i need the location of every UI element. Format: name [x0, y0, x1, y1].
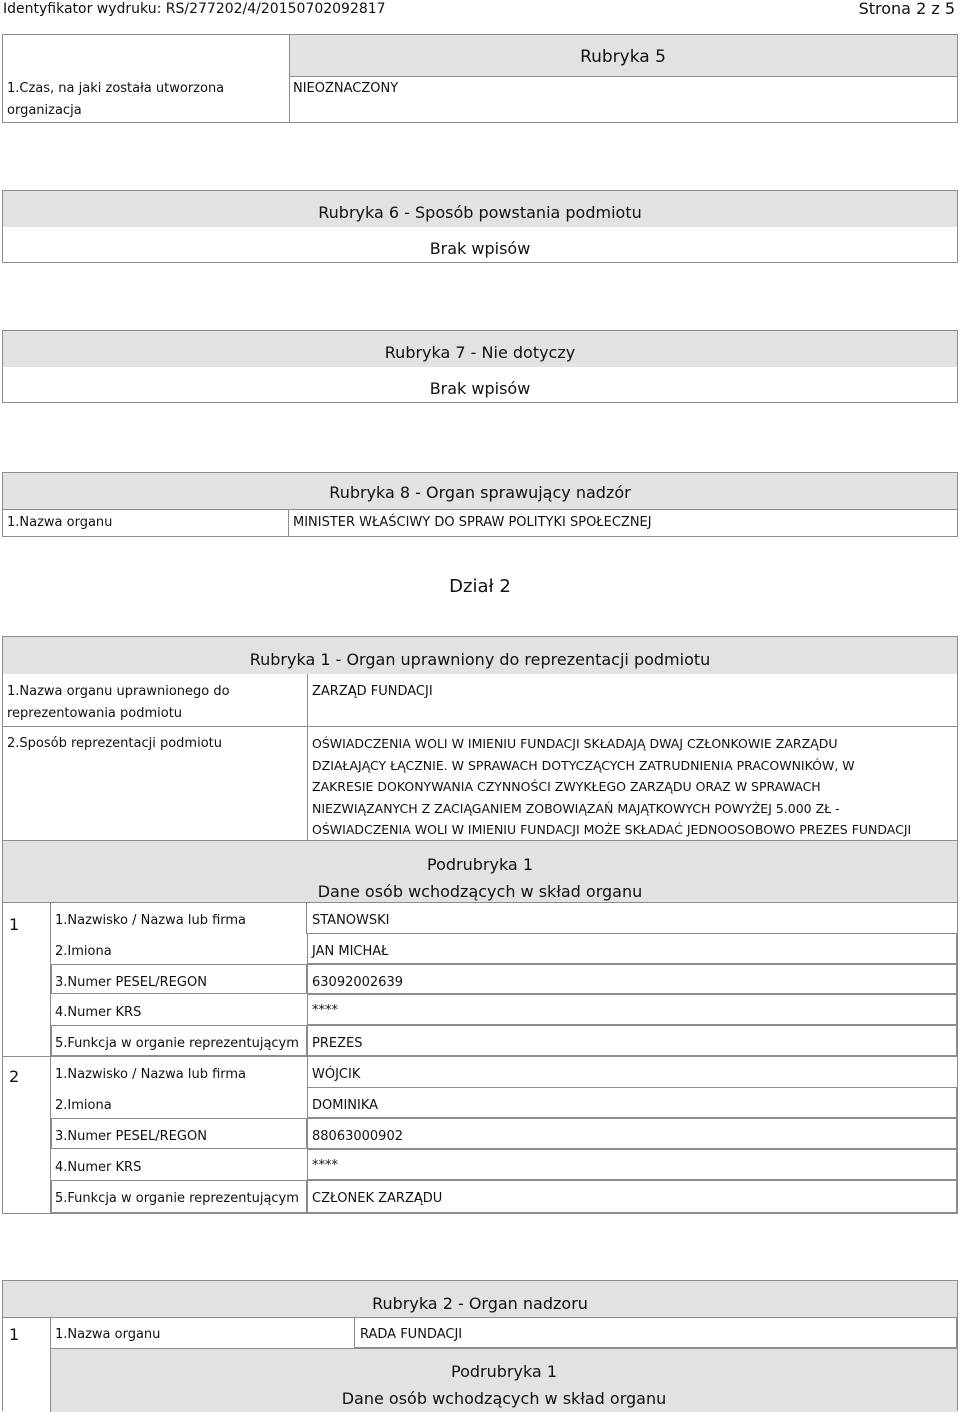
person-1-first-cell [307, 933, 957, 964]
person-2-pesel-value-cell [307, 1118, 957, 1149]
d2-r1-field1-value: ZARZĄD FUNDACJI [312, 684, 433, 699]
rubryka-7-empty: Brak wpisów [429, 379, 531, 398]
d2-r1-field2-line1: OŚWIADCZENIA WOLI W IMIENIU FUNDACJI SKŁADAJĄ DWAJ CZŁONKOWIE ZARZĄDU [312, 736, 838, 751]
person-1-name-label: 1.Nazwisko / Nazwa lub firma [55, 913, 247, 928]
d2-r2-number: 1 [9, 1325, 20, 1344]
person-1-pesel-value: 63092002639 [312, 975, 403, 990]
page-number: Strona 2 z 5 [858, 0, 955, 18]
rubryka-5-divider [289, 35, 290, 122]
person-1-number: 1 [9, 915, 20, 934]
d2-r1-sub-title-line1: Podrubryka 1 [427, 855, 533, 874]
person-1-krs-label: 4.Numer KRS [55, 1005, 142, 1020]
print-identifier: Identyfikator wydruku: RS/277202/4/20150702092817 [3, 1, 386, 17]
d2-r1-field2-line5: OŚWIADCZENIA WOLI W IMIENIU FUNDACJI MOŻE SKŁADAĆ JEDNOOSOBOWO PREZES FUNDACJI [312, 822, 912, 837]
rubryka-5-value: NIEOZNACZONY [293, 81, 399, 96]
person-2-name-value: WÓJCIK [312, 1067, 361, 1082]
person-1-krs-value: **** [312, 1003, 338, 1018]
d2-r1-field2-divider [307, 726, 308, 840]
d2-r1-field1-hline [3, 726, 957, 727]
rubryka-8-label: 1.Nazwa organu [7, 515, 113, 530]
person-1-pesel-label: 3.Numer PESEL/REGON [55, 975, 207, 990]
d2-r1-field1-divider [307, 674, 308, 727]
person-1-first-value: JAN MICHAŁ [312, 944, 389, 959]
d2-r1-field2-line3: ZAKRESIE DOKONYWANIA CZYNNOŚCI ZWYKŁEGO ZARZĄDU ORAZ W SPRAWACH [312, 779, 821, 794]
person-2-name-label: 1.Nazwisko / Nazwa lub firma [55, 1067, 247, 1082]
person-1-function-value: PREZES [312, 1036, 363, 1051]
d2-r1-field2-line4: NIEZWIĄZANYCH Z ZACIĄGANIEM ZOBOWIĄZAŃ MAJĄTKOWYCH POWYŻEJ 5.000 ZŁ - [312, 800, 840, 816]
rubryka-5-label [7, 78, 224, 122]
rubryka-8-hline [3, 509, 957, 510]
d2-r2-value: RADA FUNDACJI [360, 1327, 463, 1342]
d2-r2-label: 1.Nazwa organu [55, 1327, 161, 1342]
person-1-name-value: STANOWSKI [312, 913, 390, 928]
person-2-krs-value: **** [312, 1158, 338, 1173]
person-2-pesel-label: 3.Numer PESEL/REGON [55, 1129, 207, 1144]
d2-rubryka-1-title: Rubryka 1 - Organ uprawniony do reprezentacji podmiotu [3, 637, 957, 674]
d2-r1-field1-label-line2: reprezentowania podmiotu [7, 706, 183, 721]
dzial-2-title: Dział 2 [449, 576, 511, 597]
person-1-function-value-cell [307, 1025, 957, 1056]
rubryka-6-empty: Brak wpisów [429, 239, 531, 258]
d2-r1-field1-label [7, 681, 230, 725]
person-2-function-value: CZŁONEK ZARZĄDU [312, 1191, 443, 1206]
d2-r1-field2-line2: DZIAŁAJĄCY ŁĄCZNIE. W SPRAWACH DOTYCZĄCYCH ZATRUDNIENIA PRACOWNIKÓW, W [312, 757, 855, 773]
person-2-first-value: DOMINIKA [312, 1098, 379, 1113]
person-1-function-label: 5.Funkcja w organie reprezentującym [55, 1036, 299, 1051]
rubryka-5-section [2, 34, 958, 123]
rubryka-5-title: Rubryka 5 [289, 35, 957, 76]
d2-r1-sub-title-line2: Dane osób wchodzących w skład organu [317, 882, 643, 901]
person-2-first-label: 2.Imiona [55, 1098, 112, 1113]
rubryka-8-value: MINISTER WŁAŚCIWY DO SPRAW POLITYKI SPOŁECZNEJ [293, 515, 652, 530]
rubryka-8-divider [288, 509, 289, 536]
d2-r1-subsection-title [3, 841, 957, 902]
person-2-number: 2 [9, 1067, 20, 1086]
d2-r2-subsection-title [51, 1348, 957, 1412]
rubryka-7-section [2, 330, 958, 403]
person-1-first-label: 2.Imiona [55, 944, 112, 959]
person-2-krs-cell [307, 1149, 957, 1180]
d2-r1-field2-value [312, 733, 952, 841]
rubryka-5-hline [289, 76, 957, 77]
person-1-block [3, 903, 957, 1056]
person-2-krs-label: 4.Numer KRS [55, 1160, 142, 1175]
person-1-pesel-value-cell [307, 964, 957, 994]
rubryka-8-title: Rubryka 8 - Organ sprawujący nadzór [3, 473, 957, 509]
rubryka-8-section [2, 472, 958, 537]
rubryka-6-section [2, 190, 958, 263]
d2-r2-sub-title-line1: Podrubryka 1 [451, 1362, 557, 1381]
rubryka-5-label-line1: 1.Czas, na jaki została utworzona [7, 81, 225, 96]
d2-rubryka-2-title: Rubryka 2 - Organ nadzoru [3, 1281, 957, 1317]
d2-r1-field1-label-line1: 1.Nazwa organu uprawnionego do [7, 684, 230, 699]
rubryka-5-label-line2: organizacja [7, 103, 82, 118]
rubryka-7-title: Rubryka 7 - Nie dotyczy [3, 331, 957, 367]
rubryka-6-title: Rubryka 6 - Sposób powstania podmiotu [3, 191, 957, 227]
person-2-pesel-value: 88063000902 [312, 1129, 403, 1144]
person-1-krs-cell [307, 994, 957, 1025]
d2-r2-sub-title-line2: Dane osób wchodzących w skład organu [341, 1389, 667, 1408]
d2-rubryka-2-section [2, 1280, 958, 1411]
person-2-function-label: 5.Funkcja w organie reprezentującym [55, 1191, 299, 1206]
d2-r1-field2-label: 2.Sposób reprezentacji podmiotu [7, 736, 222, 751]
person-2-block [3, 1057, 957, 1213]
person-2-first-cell [307, 1087, 957, 1118]
d2-rubryka-1-section [2, 636, 958, 1214]
